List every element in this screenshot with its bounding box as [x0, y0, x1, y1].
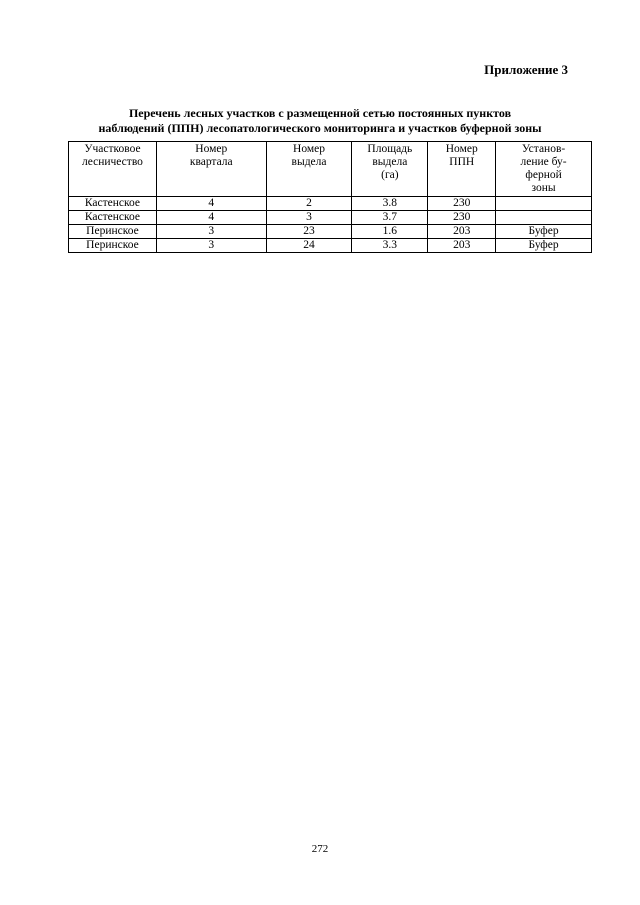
document-title	[60, 106, 580, 136]
cell-quarter: 4	[156, 197, 266, 211]
ppn-table	[68, 141, 592, 253]
cell-area: 3.3	[352, 239, 428, 253]
cell-plot: 2	[266, 197, 352, 211]
cell-forestry: Перинское	[69, 239, 157, 253]
cell-ppn: 203	[428, 239, 496, 253]
table-row	[69, 225, 592, 239]
header-plot-number: Номер выдела	[266, 142, 352, 197]
cell-buffer	[496, 197, 592, 211]
cell-area: 3.7	[352, 211, 428, 225]
page-number: 272	[311, 843, 329, 855]
title-line-1: Перечень лесных участков с размещенной сетью постоянных пунктов	[128, 106, 512, 120]
table-row	[69, 239, 592, 253]
cell-area: 1.6	[352, 225, 428, 239]
cell-forestry: Перинское	[69, 225, 157, 239]
cell-area: 3.8	[352, 197, 428, 211]
cell-forestry: Кастенское	[69, 197, 157, 211]
cell-buffer: Буфер	[496, 225, 592, 239]
header-plot-area: Площадь выдела (га)	[352, 142, 428, 197]
table-row	[69, 211, 592, 225]
cell-plot: 24	[266, 239, 352, 253]
header-quarter-number: Номер квартала	[156, 142, 266, 197]
cell-forestry: Кастенское	[69, 211, 157, 225]
table-row	[69, 197, 592, 211]
cell-ppn: 230	[428, 211, 496, 225]
header-forestry: Участковое лесничество	[69, 142, 157, 197]
cell-plot: 23	[266, 225, 352, 239]
table-header-row	[69, 142, 592, 197]
header-buffer-zone: Установ- ление бу- ферной зоны	[496, 142, 592, 197]
cell-quarter: 3	[156, 239, 266, 253]
cell-quarter: 3	[156, 225, 266, 239]
cell-buffer	[496, 211, 592, 225]
title-line-2: наблюдений (ППН) лесопатологического мониторинга и участков буферной зоны	[98, 121, 542, 135]
header-ppn-number: Номер ППН	[428, 142, 496, 197]
cell-quarter: 4	[156, 211, 266, 225]
cell-ppn: 230	[428, 197, 496, 211]
cell-ppn: 203	[428, 225, 496, 239]
cell-buffer: Буфер	[496, 239, 592, 253]
cell-plot: 3	[266, 211, 352, 225]
appendix-label: Приложение 3	[484, 62, 568, 77]
